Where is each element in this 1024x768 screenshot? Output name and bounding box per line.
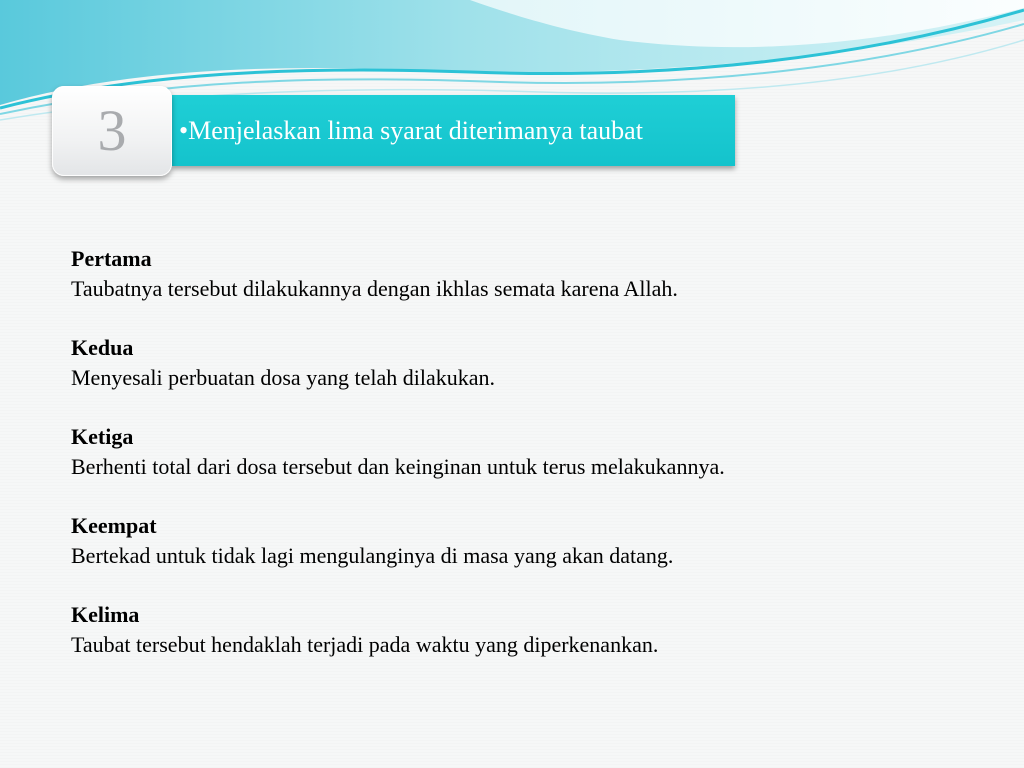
list-item — [71, 422, 971, 482]
item-heading: Kedua — [71, 335, 134, 360]
list-item — [71, 333, 971, 393]
item-heading: Pertama — [71, 246, 152, 271]
slide-title: •Menjelaskan lima syarat diterimanya taubat — [179, 115, 643, 145]
list-item — [71, 511, 971, 571]
section-number: 3 — [97, 98, 127, 163]
list-item — [71, 600, 971, 660]
list-item — [71, 244, 971, 304]
content-list — [71, 244, 971, 689]
item-heading: Kelima — [71, 602, 140, 627]
item-text: Menyesali perbuatan dosa yang telah dilakukan. — [71, 365, 495, 390]
item-heading: Ketiga — [71, 424, 134, 449]
item-text: Bertekad untuk tidak lagi mengulanginya di masa yang akan datang. — [71, 543, 674, 568]
item-text: Taubatnya tersebut dilakukannya dengan ikhlas semata karena Allah. — [71, 276, 678, 301]
section-number-badge — [52, 86, 172, 176]
item-text: Taubat tersebut hendaklah terjadi pada waktu yang diperkenankan. — [71, 632, 659, 657]
item-heading: Keempat — [71, 513, 157, 538]
title-bar — [172, 95, 735, 166]
item-text: Berhenti total dari dosa tersebut dan keinginan untuk terus melakukannya. — [71, 454, 725, 479]
